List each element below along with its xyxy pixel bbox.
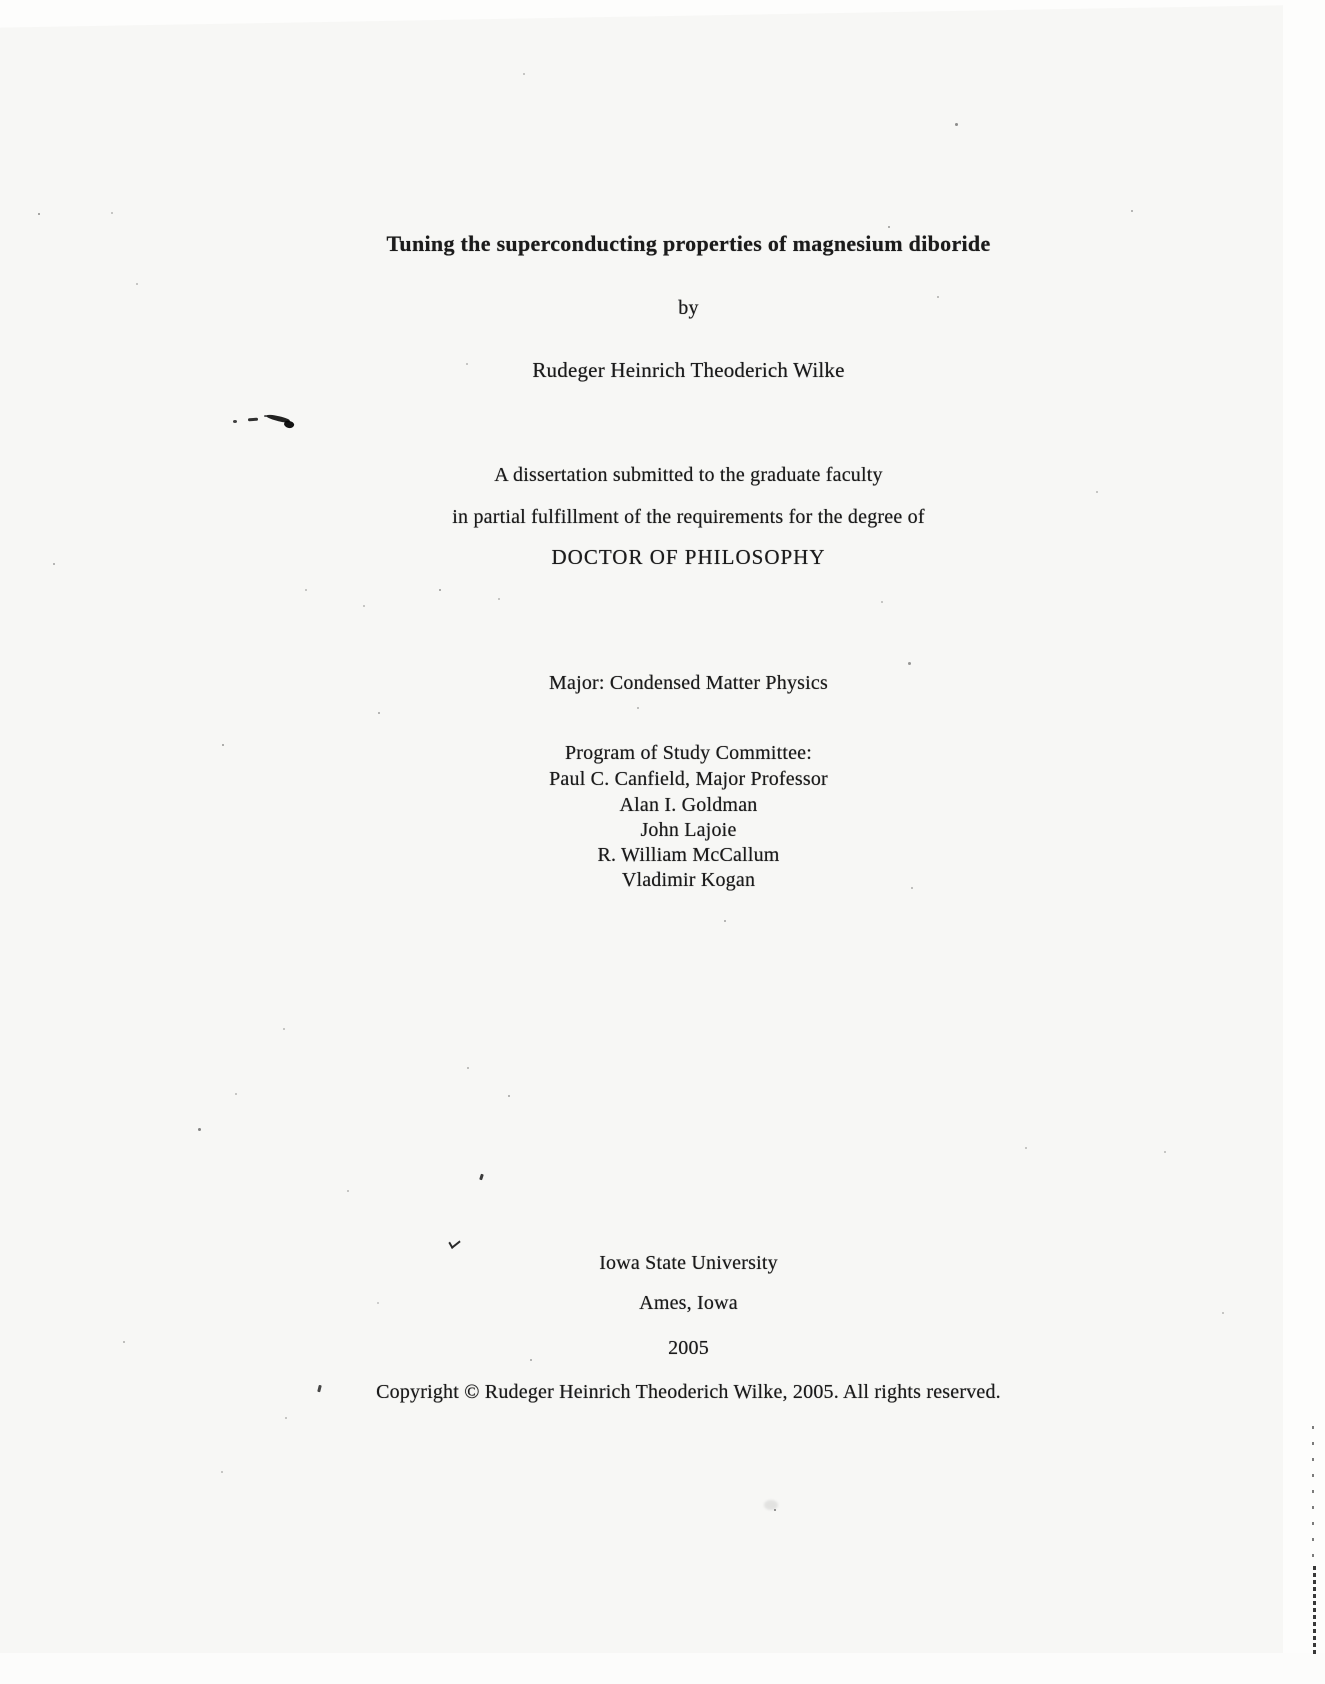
byline: by — [678, 297, 699, 319]
institution-location: Ames, Iowa — [639, 1292, 738, 1314]
institution-name: Iowa State University — [599, 1252, 778, 1274]
major-line: Major: Condensed Matter Physics — [549, 672, 828, 694]
dissertation-title: Tuning the superconducting properties of magnesium diboride — [386, 231, 991, 256]
committee-heading: Program of Study Committee: — [564, 742, 813, 764]
committee-member: R. William McCallum — [597, 844, 780, 866]
title-page-text — [26, 0, 1325, 1684]
publication-year: 2005 — [668, 1337, 709, 1359]
copyright-line: Copyright © Rudeger Heinrich Theoderich Wilke, 2005. All rights reserved. — [376, 1381, 1001, 1403]
author-name: Rudeger Heinrich Theoderich Wilke — [532, 358, 845, 382]
committee-member: John Lajoie — [640, 819, 737, 841]
submission-line-1: A dissertation submitted to the graduate faculty — [494, 464, 883, 486]
committee-member: Vladimir Kogan — [621, 869, 756, 891]
committee-member: Paul C. Canfield, Major Professor — [549, 768, 828, 790]
degree-name: DOCTOR OF PHILOSOPHY — [551, 545, 826, 569]
committee-member: Alan I. Goldman — [619, 794, 758, 816]
submission-line-2: in partial fulfillment of the requirements for the degree of — [452, 506, 925, 528]
